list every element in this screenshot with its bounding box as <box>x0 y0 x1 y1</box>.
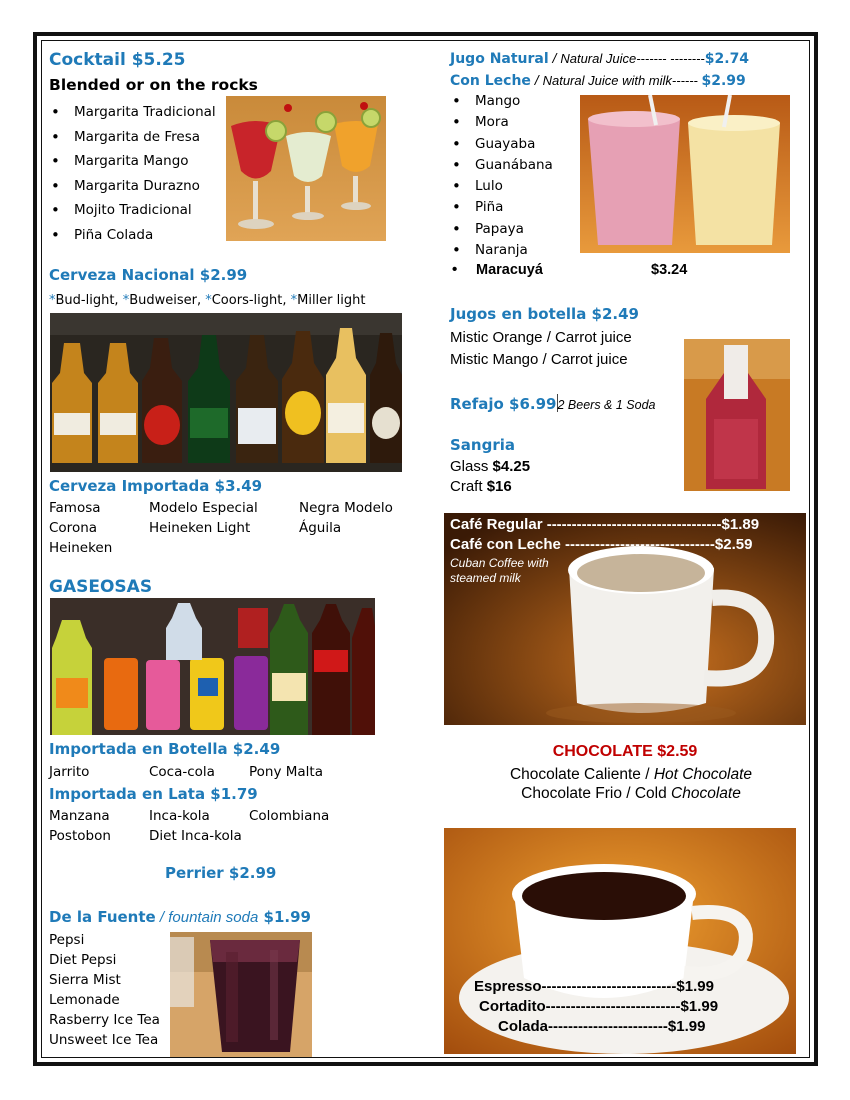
fuente-heading: De la Fuente / fountain soda $1.99 <box>49 908 311 926</box>
list-item: Sierra Mist <box>49 972 121 988</box>
list-item: Pepsi <box>49 932 85 948</box>
jugos-botella-list <box>450 327 632 371</box>
importada-lata-item: Postobon <box>49 828 111 844</box>
list-item: Cortadito---------------------------$1.99 <box>479 998 719 1015</box>
list-item: Mistic Mango / Carrot juice <box>450 351 628 368</box>
con-leche-line: Con Leche / Natural Juice with milk------ $2.99 <box>450 72 746 89</box>
list-item: • Margarita Mango <box>49 149 239 174</box>
beer-bottles-photo <box>50 313 402 472</box>
margaritas-photo <box>226 96 386 241</box>
list-item: Espresso---------------------------$1.99 <box>474 978 714 995</box>
fuente-list <box>49 930 160 1050</box>
importada-botella-item: Jarrito <box>49 764 90 780</box>
list-item: Rasberry Ice Tea <box>49 1012 160 1028</box>
cerveza-nacional-heading: Cerveza Nacional $2.99 <box>49 266 248 284</box>
chocolate-lines <box>444 765 818 803</box>
jugos-botella-heading: Jugos en botella $2.49 <box>450 305 639 323</box>
chocolate-heading: CHOCOLATE $2.59 <box>552 743 698 760</box>
list-item: • Guayaba <box>450 134 570 155</box>
cocktail-list <box>49 100 239 247</box>
sangria-photo <box>684 339 790 491</box>
list-item: • Margarita Durazno <box>49 174 239 199</box>
cafe-con-leche-line: Café con Leche ------------------------------$2.59 <box>450 536 753 553</box>
cafe-regular-line: Café Regular -----------------------------------$1.89 <box>450 516 760 533</box>
importada-botella-item: Coca-cola <box>149 764 215 780</box>
fountain-soda-photo <box>170 932 312 1057</box>
list-item: • Guanábana <box>450 155 570 176</box>
importada-lata-item: Manzana <box>49 808 110 824</box>
cerveza-importada-item: Águila <box>299 520 342 536</box>
cocktail-heading: Cocktail $5.25 <box>49 50 186 70</box>
cerveza-importada-item: Corona <box>49 520 98 536</box>
cerveza-importada-item: Modelo Especial <box>149 500 258 516</box>
juice-list <box>450 91 570 261</box>
list-item: Chocolate Frio / Cold Chocolate <box>521 785 741 802</box>
list-item: • Piña <box>450 197 570 218</box>
espresso-list <box>474 977 774 1037</box>
importada-botella-item: Pony Malta <box>249 764 323 780</box>
cerveza-importada-heading: Cerveza Importada $3.49 <box>49 477 263 495</box>
refajo-line: Refajo $6.992 Beers & 1 Soda <box>450 395 656 413</box>
gaseosas-heading: GASEOSAS <box>49 577 153 597</box>
cerveza-importada-item: Heineken Light <box>149 520 251 536</box>
list-item: • Mojito Tradicional <box>49 198 239 223</box>
cerveza-importada-item: Negra Modelo <box>299 500 393 516</box>
cocktail-subheading: Blended or on the rocks <box>49 76 258 94</box>
list-item: Lemonade <box>49 992 120 1008</box>
list-item: • Lulo <box>450 176 570 197</box>
cafe-note: Cuban Coffee with steamed milk <box>450 556 549 585</box>
list-item: Unsweet Ice Tea <box>49 1032 159 1048</box>
list-item: • Margarita de Fresa <box>49 125 239 150</box>
importada-botella-heading: Importada en Botella $2.49 <box>49 740 281 758</box>
list-item: • Mora <box>450 112 570 133</box>
sodas-photo <box>50 598 375 735</box>
sangria-prices <box>450 457 530 497</box>
importada-lata-item: Colombiana <box>249 808 330 824</box>
list-item: • Papaya <box>450 219 570 240</box>
list-item: Chocolate Caliente / Hot Chocolate <box>509 766 753 783</box>
list-item: Glass $4.25 <box>450 458 531 475</box>
importada-lata-item: Inca-kola <box>149 808 210 824</box>
importada-lata-item: Diet Inca-kola <box>149 828 242 844</box>
list-item: • Piña Colada <box>49 223 239 248</box>
cerveza-importada-item: Heineken <box>49 540 113 556</box>
juices-photo <box>580 95 790 253</box>
list-item: • Naranja <box>450 240 570 261</box>
list-item: Mistic Orange / Carrot juice <box>450 329 632 346</box>
cerveza-nacional-brands: *Bud-light, *Budweiser, *Coors-light, *Miller light <box>49 293 366 308</box>
list-item: Craft $16 <box>450 478 512 495</box>
list-item: • Mango <box>450 91 570 112</box>
list-item: Colada------------------------$1.99 <box>498 1018 706 1035</box>
list-item: • Margarita Tradicional <box>49 100 239 125</box>
cerveza-importada-item: Famosa <box>49 500 101 516</box>
sangria-heading: Sangria <box>450 436 516 454</box>
perrier-heading: Perrier $2.99 <box>165 864 277 882</box>
jugo-natural-line: Jugo Natural / Natural Juice------- --------$2.74 <box>450 50 750 67</box>
list-item: Diet Pepsi <box>49 952 117 968</box>
importada-lata-heading: Importada en Lata $1.79 <box>49 785 258 803</box>
